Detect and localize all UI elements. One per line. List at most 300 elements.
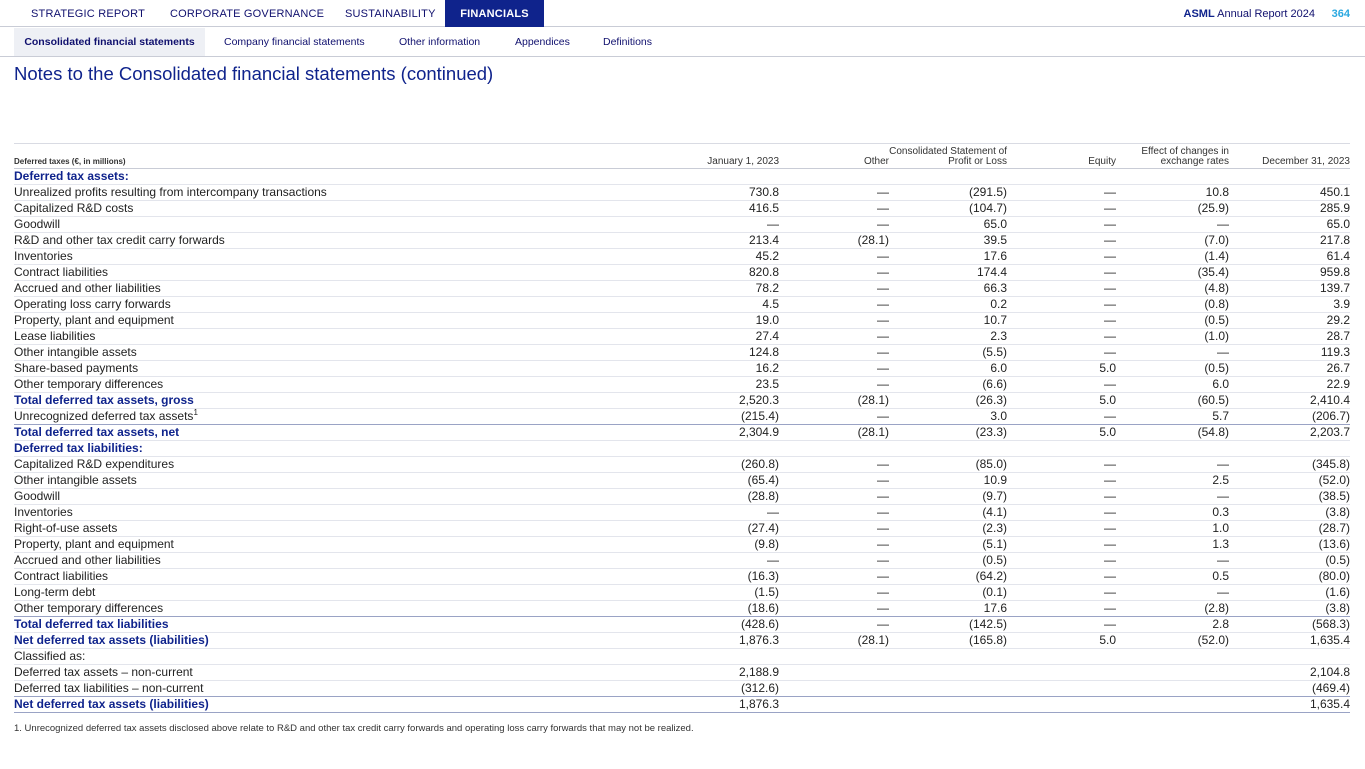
table-row <box>14 665 1350 681</box>
table-cell: — <box>1116 585 1229 601</box>
table-cell: — <box>1007 377 1116 393</box>
row-label <box>14 185 562 201</box>
table-cell: 1,876.3 <box>562 633 779 649</box>
table-cell: (7.0) <box>1116 233 1229 249</box>
table-cell: — <box>1007 537 1116 553</box>
table-cell: 959.8 <box>1229 265 1350 281</box>
table-row <box>14 617 1350 633</box>
row-label <box>14 329 562 345</box>
row-label-text: Other temporary differences <box>14 601 164 615</box>
table-cell: (0.5) <box>889 553 1007 569</box>
column-header: Effect of changes in exchange rates <box>1116 144 1229 169</box>
subnav-company-financial-statements[interactable]: Company financial statements <box>224 36 365 48</box>
table-cell <box>889 697 1007 713</box>
table-cell: 2,410.4 <box>1229 393 1350 409</box>
row-label <box>14 489 562 505</box>
table-cell: (1.4) <box>1116 249 1229 265</box>
table-cell: 1.3 <box>1116 537 1229 553</box>
table-cell: (0.8) <box>1116 297 1229 313</box>
table-cell: 6.0 <box>1116 377 1229 393</box>
table-cell: 4.5 <box>562 297 779 313</box>
table-row <box>14 377 1350 393</box>
row-label <box>14 473 562 489</box>
table-cell <box>779 665 889 681</box>
table-cell: 217.8 <box>1229 233 1350 249</box>
table-cell <box>1229 649 1350 665</box>
table-cell: — <box>779 409 889 425</box>
row-label-text: Share-based payments <box>14 361 139 375</box>
table-row <box>14 473 1350 489</box>
subnav-definitions[interactable]: Definitions <box>603 36 653 48</box>
table-cell: 61.4 <box>1229 249 1350 265</box>
table-cell: (18.6) <box>562 601 779 617</box>
row-label-text: Inventories <box>14 505 73 519</box>
table-cell: — <box>1007 553 1116 569</box>
row-label-text: Classified as: <box>14 649 86 663</box>
row-label-text: Right-of-use assets <box>14 521 118 535</box>
table-cell: 2,188.9 <box>562 665 779 681</box>
table-cell: — <box>779 329 889 345</box>
table-cell: (9.8) <box>562 537 779 553</box>
table-cell: (2.8) <box>1116 601 1229 617</box>
table-cell: — <box>562 505 779 521</box>
table-cell <box>889 665 1007 681</box>
table-cell: (64.2) <box>889 569 1007 585</box>
table-cell: (6.6) <box>889 377 1007 393</box>
table-cell: 2.5 <box>1116 473 1229 489</box>
subnav-other-information[interactable]: Other information <box>399 36 481 48</box>
table-cell: (28.1) <box>779 425 889 441</box>
row-label-text: Deferred tax assets: <box>14 169 129 183</box>
subnav-appendices[interactable]: Appendices <box>515 36 570 48</box>
table-cell: 0.2 <box>889 297 1007 313</box>
table-cell: 285.9 <box>1229 201 1350 217</box>
table-cell: — <box>1116 217 1229 233</box>
table-cell: — <box>1007 297 1116 313</box>
table-cell <box>1229 169 1350 185</box>
table-cell: (3.8) <box>1229 505 1350 521</box>
row-label <box>14 665 562 681</box>
row-label <box>14 457 562 473</box>
table-cell: — <box>1007 617 1116 633</box>
table-cell <box>1116 681 1229 697</box>
table-cell: 45.2 <box>562 249 779 265</box>
table-row <box>14 505 1350 521</box>
table-cell: (38.5) <box>1229 489 1350 505</box>
table-row <box>14 633 1350 649</box>
table-row <box>14 185 1350 201</box>
row-label-text: Deferred tax assets – non-current <box>14 665 193 679</box>
table-cell: 5.0 <box>1007 393 1116 409</box>
table-cell: 0.5 <box>1116 569 1229 585</box>
table-cell: — <box>779 585 889 601</box>
table-cell: (428.6) <box>562 617 779 633</box>
table-cell: — <box>1007 265 1116 281</box>
table-cell <box>1116 665 1229 681</box>
column-header: Equity <box>1007 144 1116 169</box>
table-cell: 19.0 <box>562 313 779 329</box>
table-cell: 17.6 <box>889 601 1007 617</box>
table-cell: (291.5) <box>889 185 1007 201</box>
table-cell: (28.1) <box>779 233 889 249</box>
table-cell <box>1007 169 1116 185</box>
table-cell: (28.8) <box>562 489 779 505</box>
row-label-text: Contract liabilities <box>14 265 109 279</box>
row-label-text: Unrecognized deferred tax assets <box>14 409 194 423</box>
row-label-text: Deferred tax liabilities – non-current <box>14 681 204 695</box>
tab-strategic-report[interactable]: STRATEGIC REPORT <box>31 8 146 20</box>
table-cell: 2,520.3 <box>562 393 779 409</box>
table-row <box>14 361 1350 377</box>
table-row <box>14 553 1350 569</box>
table-cell: (35.4) <box>1116 265 1229 281</box>
table-cell: (9.7) <box>889 489 1007 505</box>
table-cell: 17.6 <box>889 249 1007 265</box>
table-cell: — <box>1116 489 1229 505</box>
tab-corporate-governance[interactable]: CORPORATE GOVERNANCE <box>170 8 325 20</box>
row-label-text: Accrued and other liabilities <box>14 553 161 567</box>
row-label <box>14 633 562 649</box>
table-cell: — <box>779 377 889 393</box>
subnav-consolidated-financial-statements[interactable]: Consolidated financial statements <box>14 28 205 56</box>
table-cell: (1.5) <box>562 585 779 601</box>
table-cell: — <box>779 217 889 233</box>
table-cell: (16.3) <box>562 569 779 585</box>
row-label <box>14 313 562 329</box>
table-cell: 66.3 <box>889 281 1007 297</box>
table-row <box>14 329 1350 345</box>
table-cell: — <box>779 201 889 217</box>
table-cell: (1.6) <box>1229 585 1350 601</box>
column-header: Consolidated Statement of Profit or Loss <box>889 144 1007 169</box>
table-cell <box>1116 169 1229 185</box>
table-cell: (28.1) <box>779 393 889 409</box>
table-cell: 0.3 <box>1116 505 1229 521</box>
row-label <box>14 201 562 217</box>
table-row <box>14 217 1350 233</box>
table-cell: (13.6) <box>1229 537 1350 553</box>
table-cell: 6.0 <box>889 361 1007 377</box>
report-brand <box>1184 0 1315 29</box>
table-cell <box>1116 441 1229 457</box>
table-cell: (2.3) <box>889 521 1007 537</box>
table-cell: (345.8) <box>1229 457 1350 473</box>
row-label <box>14 569 562 585</box>
table-cell: 2,203.7 <box>1229 425 1350 441</box>
table-row <box>14 169 1350 185</box>
row-label-text: Other temporary differences <box>14 377 164 391</box>
row-label <box>14 649 562 665</box>
table-cell <box>1007 697 1116 713</box>
row-label <box>14 425 562 441</box>
table-row <box>14 409 1350 425</box>
table-row <box>14 521 1350 537</box>
table-cell: (65.4) <box>562 473 779 489</box>
table-cell: — <box>779 521 889 537</box>
table-cell: — <box>1007 201 1116 217</box>
table-label-header: Deferred taxes (€, in millions) <box>14 144 562 169</box>
table-cell: — <box>779 601 889 617</box>
table-cell: 22.9 <box>1229 377 1350 393</box>
table-cell: — <box>1007 473 1116 489</box>
table-cell: 2.3 <box>889 329 1007 345</box>
table-cell: — <box>779 553 889 569</box>
table-cell: 119.3 <box>1229 345 1350 361</box>
table-row <box>14 537 1350 553</box>
table-cell: (80.0) <box>1229 569 1350 585</box>
row-label <box>14 521 562 537</box>
table-cell: 39.5 <box>889 233 1007 249</box>
table-cell: 2,104.8 <box>1229 665 1350 681</box>
table-row <box>14 425 1350 441</box>
table-cell: — <box>779 617 889 633</box>
table-cell: 23.5 <box>562 377 779 393</box>
table-cell: — <box>779 265 889 281</box>
row-label-text: Total deferred tax assets, gross <box>14 393 194 407</box>
page-number: 364 <box>1331 8 1350 20</box>
row-label-text: Capitalized R&D costs <box>14 201 134 215</box>
row-label-text: Goodwill <box>14 489 61 503</box>
table-row <box>14 201 1350 217</box>
table-cell: — <box>779 569 889 585</box>
table-cell: — <box>779 345 889 361</box>
tab-financials[interactable]: FINANCIALS <box>445 0 544 27</box>
table-cell: 5.0 <box>1007 425 1116 441</box>
row-label <box>14 697 562 713</box>
table-cell: — <box>1007 489 1116 505</box>
table-cell <box>562 441 779 457</box>
table-cell: 65.0 <box>889 217 1007 233</box>
table-cell: (165.8) <box>889 633 1007 649</box>
table-cell: 3.9 <box>1229 297 1350 313</box>
table-cell: 10.8 <box>1116 185 1229 201</box>
table-cell: 450.1 <box>1229 185 1350 201</box>
table-cell: (85.0) <box>889 457 1007 473</box>
table-row <box>14 441 1350 457</box>
table-cell: 2,304.9 <box>562 425 779 441</box>
table-cell <box>889 441 1007 457</box>
row-label-text: R&D and other tax credit carry forwards <box>14 233 225 247</box>
table-cell: — <box>779 361 889 377</box>
table-row <box>14 601 1350 617</box>
row-label-text: Other intangible assets <box>14 345 137 359</box>
table-cell: (52.0) <box>1229 473 1350 489</box>
table-row <box>14 265 1350 281</box>
table-cell: (104.7) <box>889 201 1007 217</box>
table-cell: (206.7) <box>1229 409 1350 425</box>
row-label-text: Lease liabilities <box>14 329 96 343</box>
column-header: Other <box>779 144 889 169</box>
table-cell: — <box>1007 585 1116 601</box>
table-cell: — <box>779 489 889 505</box>
table-cell <box>779 169 889 185</box>
table-cell: — <box>562 217 779 233</box>
table-row <box>14 297 1350 313</box>
sub-navigation <box>0 27 1365 57</box>
table-cell: — <box>779 185 889 201</box>
row-label <box>14 601 562 617</box>
table-cell <box>779 649 889 665</box>
table-cell <box>889 169 1007 185</box>
table-row <box>14 649 1350 665</box>
table-row <box>14 697 1350 713</box>
table-cell: — <box>1116 553 1229 569</box>
table-cell: 78.2 <box>562 281 779 297</box>
table-cell: 27.4 <box>562 329 779 345</box>
table-cell: — <box>1007 345 1116 361</box>
table-cell: 10.7 <box>889 313 1007 329</box>
table-cell: 1,635.4 <box>1229 697 1350 713</box>
report-title: Annual Report 2024 <box>1217 8 1315 20</box>
table-cell <box>779 441 889 457</box>
table-cell: 65.0 <box>1229 217 1350 233</box>
table-row <box>14 489 1350 505</box>
tab-sustainability[interactable]: SUSTAINABILITY <box>345 8 436 20</box>
table-cell: — <box>1007 569 1116 585</box>
row-label <box>14 377 562 393</box>
table-cell: — <box>1007 409 1116 425</box>
table-cell <box>889 649 1007 665</box>
table-cell: (312.6) <box>562 681 779 697</box>
table-cell <box>562 169 779 185</box>
table-cell: — <box>779 537 889 553</box>
table-row <box>14 569 1350 585</box>
table-cell: 10.9 <box>889 473 1007 489</box>
table-cell: 139.7 <box>1229 281 1350 297</box>
table-cell: — <box>779 249 889 265</box>
row-label <box>14 393 562 409</box>
row-label <box>14 585 562 601</box>
table-cell: (0.5) <box>1116 313 1229 329</box>
row-label <box>14 281 562 297</box>
table-cell: — <box>1007 233 1116 249</box>
row-label <box>14 233 562 249</box>
table-cell: — <box>1007 601 1116 617</box>
table-cell: (23.3) <box>889 425 1007 441</box>
table-cell <box>562 649 779 665</box>
table-cell <box>1116 697 1229 713</box>
row-label <box>14 617 562 633</box>
table-cell: — <box>1007 329 1116 345</box>
table-cell: — <box>1007 249 1116 265</box>
table-cell: 5.0 <box>1007 633 1116 649</box>
table-cell <box>1007 665 1116 681</box>
table-cell: 16.2 <box>562 361 779 377</box>
table-cell: (28.7) <box>1229 521 1350 537</box>
table-cell: (568.3) <box>1229 617 1350 633</box>
table-row <box>14 681 1350 697</box>
table-cell: 1,876.3 <box>562 697 779 713</box>
row-label-text: Property, plant and equipment <box>14 313 174 327</box>
footnote-marker: 1 <box>193 408 198 417</box>
table-cell: — <box>779 313 889 329</box>
table-cell: 820.8 <box>562 265 779 281</box>
table-cell: (54.8) <box>1116 425 1229 441</box>
row-label-text: Net deferred tax assets (liabilities) <box>14 633 209 647</box>
table-cell: — <box>1116 457 1229 473</box>
table-cell: (260.8) <box>562 457 779 473</box>
row-label <box>14 345 562 361</box>
table-cell: (0.5) <box>1116 361 1229 377</box>
table-cell: (25.9) <box>1116 201 1229 217</box>
row-label <box>14 249 562 265</box>
table-cell <box>1116 649 1229 665</box>
table-cell: (26.3) <box>889 393 1007 409</box>
table-cell <box>1007 681 1116 697</box>
table-cell: — <box>562 553 779 569</box>
row-label-text: Operating loss carry forwards <box>14 297 171 311</box>
table-cell: 1,635.4 <box>1229 633 1350 649</box>
table-cell: 730.8 <box>562 185 779 201</box>
table-cell: 174.4 <box>889 265 1007 281</box>
table-cell: (5.1) <box>889 537 1007 553</box>
top-navigation <box>0 0 1365 27</box>
table-cell: 28.7 <box>1229 329 1350 345</box>
table-cell: (215.4) <box>562 409 779 425</box>
table-cell: (4.8) <box>1116 281 1229 297</box>
row-label <box>14 537 562 553</box>
row-label <box>14 361 562 377</box>
table-cell: 1.0 <box>1116 521 1229 537</box>
table-cell: 416.5 <box>562 201 779 217</box>
table-cell: (142.5) <box>889 617 1007 633</box>
row-label-text: Unrealized profits resulting from intercompany transactions <box>14 185 327 199</box>
table-cell: — <box>1007 217 1116 233</box>
table-cell: 5.7 <box>1116 409 1229 425</box>
table-cell: — <box>779 473 889 489</box>
row-label-text: Inventories <box>14 249 73 263</box>
table-cell: (27.4) <box>562 521 779 537</box>
row-label-text: Contract liabilities <box>14 569 109 583</box>
table-cell: 2.8 <box>1116 617 1229 633</box>
table-cell: (1.0) <box>1116 329 1229 345</box>
table-cell: — <box>779 457 889 473</box>
table-cell: — <box>1007 521 1116 537</box>
column-header: December 31, 2023 <box>1229 144 1350 169</box>
row-label-text: Other intangible assets <box>14 473 137 487</box>
table-cell: (28.1) <box>779 633 889 649</box>
table-cell <box>779 697 889 713</box>
table-row <box>14 313 1350 329</box>
table-cell: — <box>779 297 889 313</box>
row-label-text: Goodwill <box>14 217 61 231</box>
table-cell <box>1229 441 1350 457</box>
row-label <box>14 681 562 697</box>
table-cell: (4.1) <box>889 505 1007 521</box>
row-label <box>14 505 562 521</box>
table-row <box>14 345 1350 361</box>
table-body <box>14 169 1350 713</box>
table-cell: — <box>1007 313 1116 329</box>
table-row <box>14 457 1350 473</box>
table-cell: (469.4) <box>1229 681 1350 697</box>
row-label-text: Deferred tax liabilities: <box>14 441 143 455</box>
table-cell: 29.2 <box>1229 313 1350 329</box>
table-cell <box>1007 649 1116 665</box>
row-label-text: Accrued and other liabilities <box>14 281 161 295</box>
row-label <box>14 217 562 233</box>
footnote: 1. Unrecognized deferred tax assets disclosed above relate to R&D and other tax credit carry forwards and operating loss carry forwards that may not be realized. <box>14 723 694 734</box>
table-cell: — <box>1007 281 1116 297</box>
table-row <box>14 233 1350 249</box>
row-label <box>14 265 562 281</box>
row-label-text: Total deferred tax assets, net <box>14 425 180 439</box>
table-cell <box>779 681 889 697</box>
table-cell: (0.1) <box>889 585 1007 601</box>
row-label <box>14 409 562 425</box>
table-cell: (5.5) <box>889 345 1007 361</box>
table-row <box>14 585 1350 601</box>
